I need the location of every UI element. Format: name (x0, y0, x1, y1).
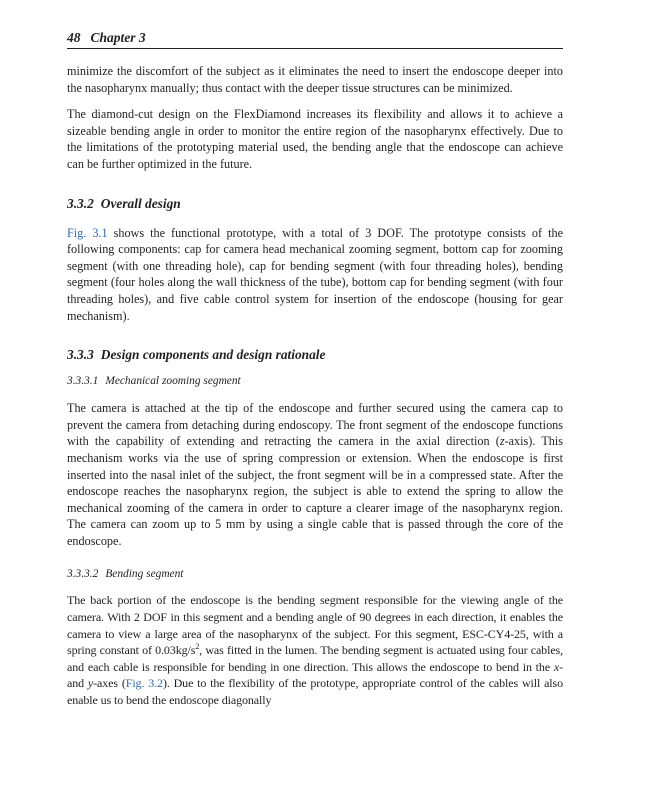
page-number: 48 (67, 30, 81, 45)
subsection-title: Mechanical zooming segment (105, 375, 241, 388)
section-heading-3-3-2 (67, 195, 563, 213)
subsection-number: 3.3.3.1 (67, 375, 99, 388)
subsection-heading-3-3-3-2 (67, 566, 563, 582)
paragraph-text: -axis). This mechanism works via the use of spring compression or extension. When the endoscope is first inserted into the nasal inlet of the subject, the front segment will be in a compressed state. After the endoscope reaches the nasopharynx region, the subject is able to extend the spring to allow the mechanical zooming of the camera in order to capture a clearer image of the nasopharynx region. The camera can zoom up to 5 mm by using a single cable that is passed through the core of the endoscope. (67, 434, 563, 548)
chapter-label: Chapter 3 (90, 30, 146, 45)
paragraph-text: The back portion of the endoscope is the bending segment responsible for the viewing angle of the camera. With 2 DOF in this segment and a bending angle of 90 degrees in each direction, it enables the camera to view a large area of the nasopharynx of the subject. For this segment, ESC-CY4-25, with a spring constant of 0.03kg/s (67, 593, 563, 658)
paragraph-text: The camera is attached at the tip of the endoscope and further secured using the camera cap to prevent the camera from detaching during endoscopy. The front segment of the endoscope functions with the capability of extending and retracting the camera in the axial direction ( (67, 401, 563, 449)
paragraph-text: ). Due to the flexibility of the prototype, appropriate control of the cables will also enable us to bend the endoscope diagonally (67, 676, 564, 708)
page (67, 28, 563, 709)
axis-label-z: z (499, 434, 505, 449)
zooming-segment-paragraph (67, 400, 563, 549)
superscript: 2 (195, 642, 200, 652)
section-heading-3-3-3 (67, 346, 563, 364)
paragraph-text: , was fitted in the lumen. The bending segment is actuated using four cables, and each cable is responsible for bending in one direction. This allows the endoscope to bend in the (67, 643, 564, 674)
section-title: Design components and design rationale (100, 347, 326, 363)
section-number: 3.3.3 (67, 347, 94, 363)
axis-label-y: y (87, 676, 94, 691)
subsection-heading-3-3-3-1 (67, 373, 563, 389)
running-head (67, 28, 563, 49)
bending-segment-paragraph (67, 592, 563, 708)
overall-design-paragraph (67, 225, 563, 325)
paragraph-text: -axes ( (93, 676, 126, 691)
figure-link-3-2[interactable]: Fig. 3.2 (125, 676, 163, 691)
section-title: Overall design (100, 195, 181, 211)
figure-link-3-1[interactable]: Fig. 3.1 (67, 225, 108, 240)
paragraph-text: shows the functional prototype, with a total of 3 DOF. The prototype consists of the following components: cap for camera head mechanical zooming segment, bottom cap for zooming segment (with one threading hole), cap for bending segment (with four threading holes), bending segment (four holes along the wall thickness of the tube), bottom cap for bending segment (with four threading holes), and five cable control system for insertion of the endoscope (housing for gear mechanism). (67, 225, 563, 323)
diamond-cut-paragraph: The diamond-cut design on the FlexDiamond increases its flexibility and allows it to achieve a sizeable bending angle in order to monitor the entire region of the nasopharynx effectively. Due to the limitations of the prototyping material used, the bending angle that the endoscope can achieve can be further optimized in the future. (67, 107, 563, 171)
subsection-title: Bending segment (105, 568, 184, 581)
axis-label-x: x (553, 659, 560, 674)
paragraph-text: - and (67, 659, 563, 691)
section-number: 3.3.2 (67, 195, 94, 211)
intro-paragraph: minimize the discomfort of the subject as it eliminates the need to insert the endoscope deeper into the nasopharynx manually; thus contact with the deeper tissue structures can be minimized. (67, 64, 563, 95)
subsection-number: 3.3.3.2 (67, 568, 99, 581)
